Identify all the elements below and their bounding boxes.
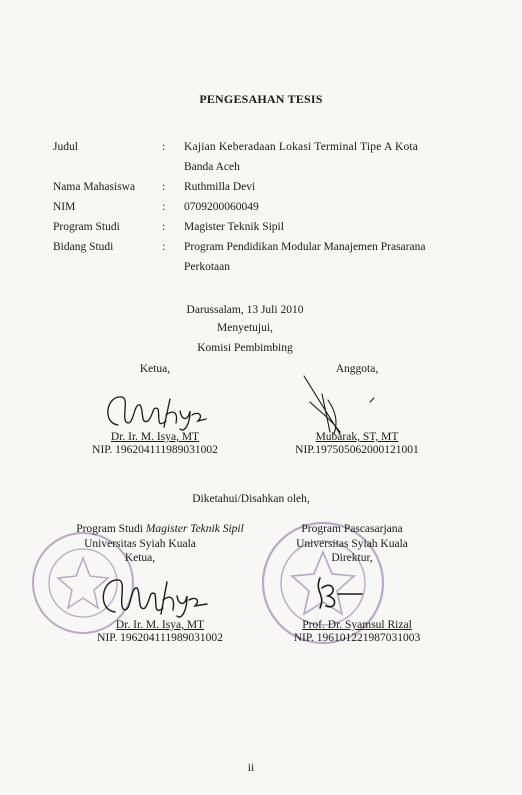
place-date: Darussalam, 13 Juli 2010 [186,304,304,316]
org-left-line1: Program Studi Magister Teknik Sipil [76,523,244,535]
signer-name-anggota: Mubarak, ST, MT [315,431,399,443]
colon: : [162,221,166,233]
label-program-studi: Program Studi [53,221,120,233]
label-nim: NIM [53,201,76,213]
colon: : [162,241,166,253]
committee-text: Komisi Pembimbing [197,342,293,354]
signer-role-anggota: Anggota, [335,363,379,375]
signer-role-direktur: Direktur, [331,552,373,564]
signer-role-ketua: Ketua, [139,363,171,375]
value-judul-line2: Banda Aceh [184,161,240,173]
colon: : [162,201,166,213]
label-judul: Judul [53,141,78,153]
value-nama: Ruthmilla Devi [184,181,256,193]
signature-direktur [310,572,370,616]
signer-nip-ketua: NIP. 196204111989031002 [92,444,218,456]
value-bidang-studi-line1: Program Pendidikan Modular Manajemen Prasarana [184,241,426,253]
org-left-line2: Universitas Syiah Kuala [84,538,196,550]
page-title: PENGESAHAN TESIS [199,92,323,106]
org-right-line2: Universitas Syiah Kuala [296,538,408,550]
page-number: ii [247,762,255,774]
signer-name-ketua: Dr. Ir. M. Isya, MT [110,431,200,443]
colon: : [162,181,166,193]
value-judul-line1: Kajian Keberadaan Lokasi Terminal Tipe A Kota [184,141,419,153]
colon: : [162,141,166,153]
signature-anggota [300,372,380,440]
signer-nip-direktur: NIP. 196101221987031003 [293,632,421,644]
signer-name-direktur: Prof. Dr. Syamsul Rizal [302,619,412,631]
value-program-studi: Magister Teknik Sipil [184,221,284,233]
label-nama: Nama Mahasiswa [53,181,136,193]
value-bidang-studi-line2: Perkotaan [184,261,230,273]
value-nim: 0709200060049 [184,201,259,213]
signer-name-ketua-bottom: Dr. Ir. M. Isya, MT [115,619,205,631]
org-right-line1: Program Pascasarjana [301,523,403,535]
label-bidang-studi: Bidang Studi [53,241,114,253]
signer-role-ketua-bottom: Ketua, [124,552,156,564]
acknowledged-text: Diketahui/Disahkan oleh, [192,493,310,505]
signature-ketua-bottom [95,568,215,624]
signer-nip-ketua-bottom: NIP. 196204111989031002 [97,632,223,644]
signer-nip-anggota: NIP.197505062000121001 [295,444,419,456]
signature-ketua [100,385,210,435]
approved-text: Menyetujui, [217,322,273,334]
